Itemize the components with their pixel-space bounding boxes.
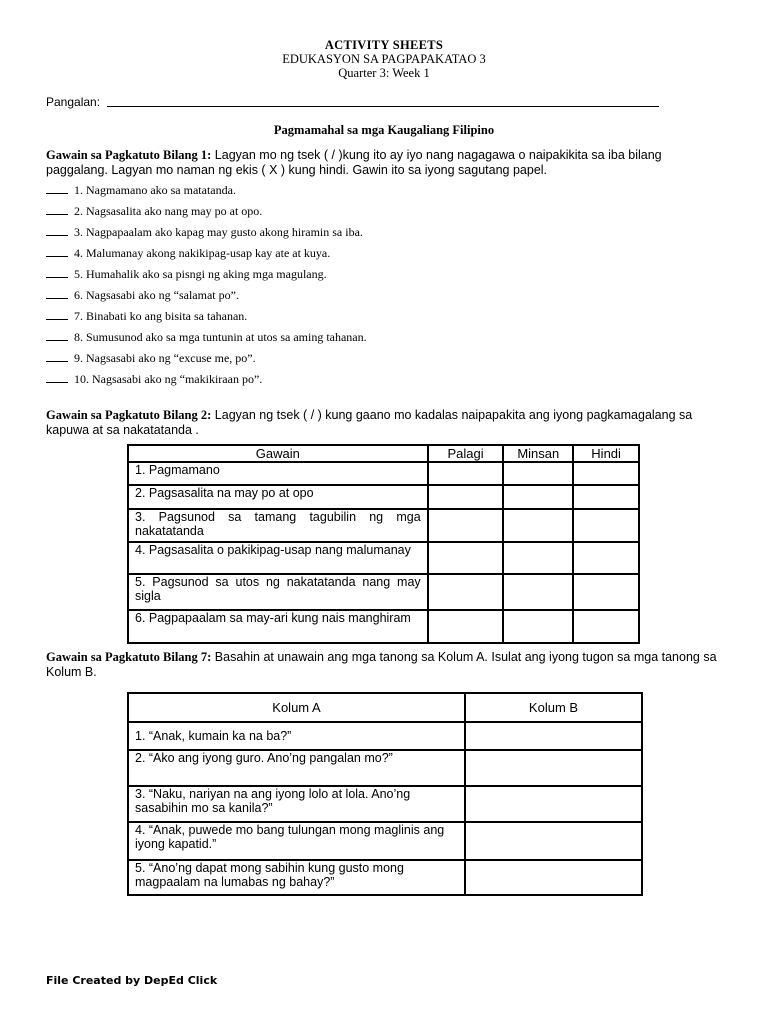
column-header: Minsan — [503, 445, 573, 462]
list-item — [46, 288, 706, 309]
minsan-cell[interactable] — [503, 542, 573, 574]
gawain2-table — [127, 444, 640, 644]
table-row — [128, 509, 639, 542]
minsan-cell[interactable] — [503, 485, 573, 509]
sheet-title: ACTIVITY SHEETS — [324, 38, 444, 52]
answer-cell[interactable] — [465, 750, 642, 786]
activity-cell: 5. Pagsunod sa utos ng nakatatanda nang may sigla — [128, 574, 428, 610]
palagi-cell[interactable] — [428, 509, 504, 542]
gawain1-items — [46, 183, 706, 393]
hindi-cell[interactable] — [573, 485, 639, 509]
question-cell: 1. “Anak, kumain ka na ba?” — [128, 722, 465, 750]
table-row — [128, 750, 642, 786]
name-field[interactable] — [107, 106, 659, 107]
gawain1-label: Gawain sa Pagkatuto Bilang 1: — [46, 148, 212, 162]
answer-cell[interactable] — [465, 822, 642, 860]
item-text: 4. Malumanay akong nakikipag-usap kay ate at kuya. — [74, 246, 331, 260]
list-item — [46, 351, 706, 372]
table-row — [128, 722, 642, 750]
table-header-row — [128, 445, 639, 462]
list-item — [46, 246, 706, 267]
activity-cell: 1. Pagmamano — [128, 462, 428, 485]
question-cell: 2. “Ako ang iyong guro. Ano’ng pangalan mo?” — [128, 750, 465, 786]
answer-blank[interactable] — [46, 246, 68, 257]
hindi-cell[interactable] — [573, 462, 639, 485]
gawain2-instructions — [46, 408, 726, 438]
answer-blank[interactable] — [46, 204, 68, 215]
item-text: 9. Nagsasabi ako ng “excuse me, po”. — [74, 351, 256, 365]
palagi-cell[interactable] — [428, 542, 504, 574]
table-row — [128, 786, 642, 822]
table-row — [128, 610, 639, 643]
gawain1-instructions — [46, 148, 726, 178]
column-header: Palagi — [428, 445, 504, 462]
column-header: Hindi — [573, 445, 639, 462]
activity-cell: 4. Pagsasalita o pakikipag-usap nang malumanay — [128, 542, 428, 574]
table-row — [128, 574, 639, 610]
lesson-title: Pagmamahal sa mga Kaugaliang Filipino — [273, 123, 495, 137]
gawain7-instructions — [46, 650, 726, 680]
activity-cell: 2. Pagsasalita na may po at opo — [128, 485, 428, 509]
name-label: Pangalan: — [46, 95, 101, 109]
palagi-cell[interactable] — [428, 574, 504, 610]
table-row — [128, 860, 642, 895]
table-row — [128, 822, 642, 860]
subject-title: EDUKASYON SA PAGPAPAKATAO 3 — [282, 52, 486, 66]
gawain7-table — [127, 692, 643, 896]
table-row — [128, 485, 639, 509]
table-row — [128, 542, 639, 574]
palagi-cell[interactable] — [428, 485, 504, 509]
answer-blank[interactable] — [46, 372, 68, 383]
hindi-cell[interactable] — [573, 574, 639, 610]
palagi-cell[interactable] — [428, 610, 504, 643]
hindi-cell[interactable] — [573, 542, 639, 574]
question-cell: 5. “Ano’ng dapat mong sabihin kung gusto mong magpaalam na lumabas ng bahay?” — [128, 860, 465, 895]
list-item — [46, 183, 706, 204]
item-text: 3. Nagpapaalam ako kapag may gusto akong hiramin sa iba. — [74, 225, 363, 239]
answer-cell[interactable] — [465, 786, 642, 822]
answer-blank[interactable] — [46, 330, 68, 341]
column-header: Kolum B — [465, 693, 642, 722]
minsan-cell[interactable] — [503, 610, 573, 643]
answer-blank[interactable] — [46, 183, 68, 194]
minsan-cell[interactable] — [503, 509, 573, 542]
item-text: 2. Nagsasalita ako nang may po at opo. — [74, 204, 263, 218]
list-item — [46, 330, 706, 351]
item-text: 6. Nagsasabi ako ng “salamat po”. — [74, 288, 239, 302]
gawain7-label: Gawain sa Pagkatuto Bilang 7: — [46, 650, 212, 664]
list-item — [46, 372, 706, 393]
column-header: Kolum A — [128, 693, 465, 722]
hindi-cell[interactable] — [573, 509, 639, 542]
list-item — [46, 204, 706, 225]
item-text: 7. Binabati ko ang bisita sa tahanan. — [74, 309, 248, 323]
table-header-row — [128, 693, 642, 722]
minsan-cell[interactable] — [503, 574, 573, 610]
footer-credit: File Created by DepEd Click — [46, 974, 218, 987]
question-cell: 4. “Anak, puwede mo bang tulungan mong maglinis ang iyong kapatid.” — [128, 822, 465, 860]
answer-cell[interactable] — [465, 860, 642, 895]
answer-cell[interactable] — [465, 722, 642, 750]
answer-blank[interactable] — [46, 267, 68, 278]
answer-blank[interactable] — [46, 309, 68, 320]
answer-blank[interactable] — [46, 351, 68, 362]
column-header: Gawain — [128, 445, 428, 462]
hindi-cell[interactable] — [573, 610, 639, 643]
item-text: 8. Sumusunod ako sa mga tuntunin at utos sa aming tahanan. — [74, 330, 367, 344]
gawain2-label: Gawain sa Pagkatuto Bilang 2: — [46, 408, 212, 422]
gawain1-instruction: Lagyan mo ng tsek ( / )kung ito ay iyo nang nagagawa o naipakikita sa iba bilang paggalang. Lagyan mo naman ng ekis ( X ) kung hindi. Gawin ito sa iyong sagutang papel. — [46, 148, 662, 177]
quarter-label: Quarter 3: Week 1 — [338, 66, 430, 80]
list-item — [46, 267, 706, 288]
minsan-cell[interactable] — [503, 462, 573, 485]
palagi-cell[interactable] — [428, 462, 504, 485]
activity-cell: 3. Pagsunod sa tamang tagubilin ng mga nakatatanda — [128, 509, 428, 542]
table-row — [128, 462, 639, 485]
item-text: 10. Nagsasabi ako ng “makikiraan po”. — [74, 372, 263, 386]
answer-blank[interactable] — [46, 288, 68, 299]
item-text: 5. Humahalik ako sa pisngi ng aking mga magulang. — [74, 267, 327, 281]
list-item — [46, 225, 706, 246]
gawain7-instruction: Basahin at unawain ang mga tanong sa Kolum A. Isulat ang iyong tugon sa mga tanong sa Kolum B. — [46, 650, 717, 679]
answer-blank[interactable] — [46, 225, 68, 236]
question-cell: 3. “Naku, nariyan na ang iyong lolo at lola. Ano’ng sasabihin mo sa kanila?” — [128, 786, 465, 822]
item-text: 1. Nagmamano ako sa matatanda. — [74, 183, 236, 197]
list-item — [46, 309, 706, 330]
activity-cell: 6. Pagpapaalam sa may-ari kung nais manghiram — [128, 610, 428, 643]
gawain2-instruction: Lagyan ng tsek ( / ) kung gaano mo kadalas naipapakita ang iyong pagkamagalang sa kapuwa at sa nakatatanda . — [46, 408, 693, 437]
